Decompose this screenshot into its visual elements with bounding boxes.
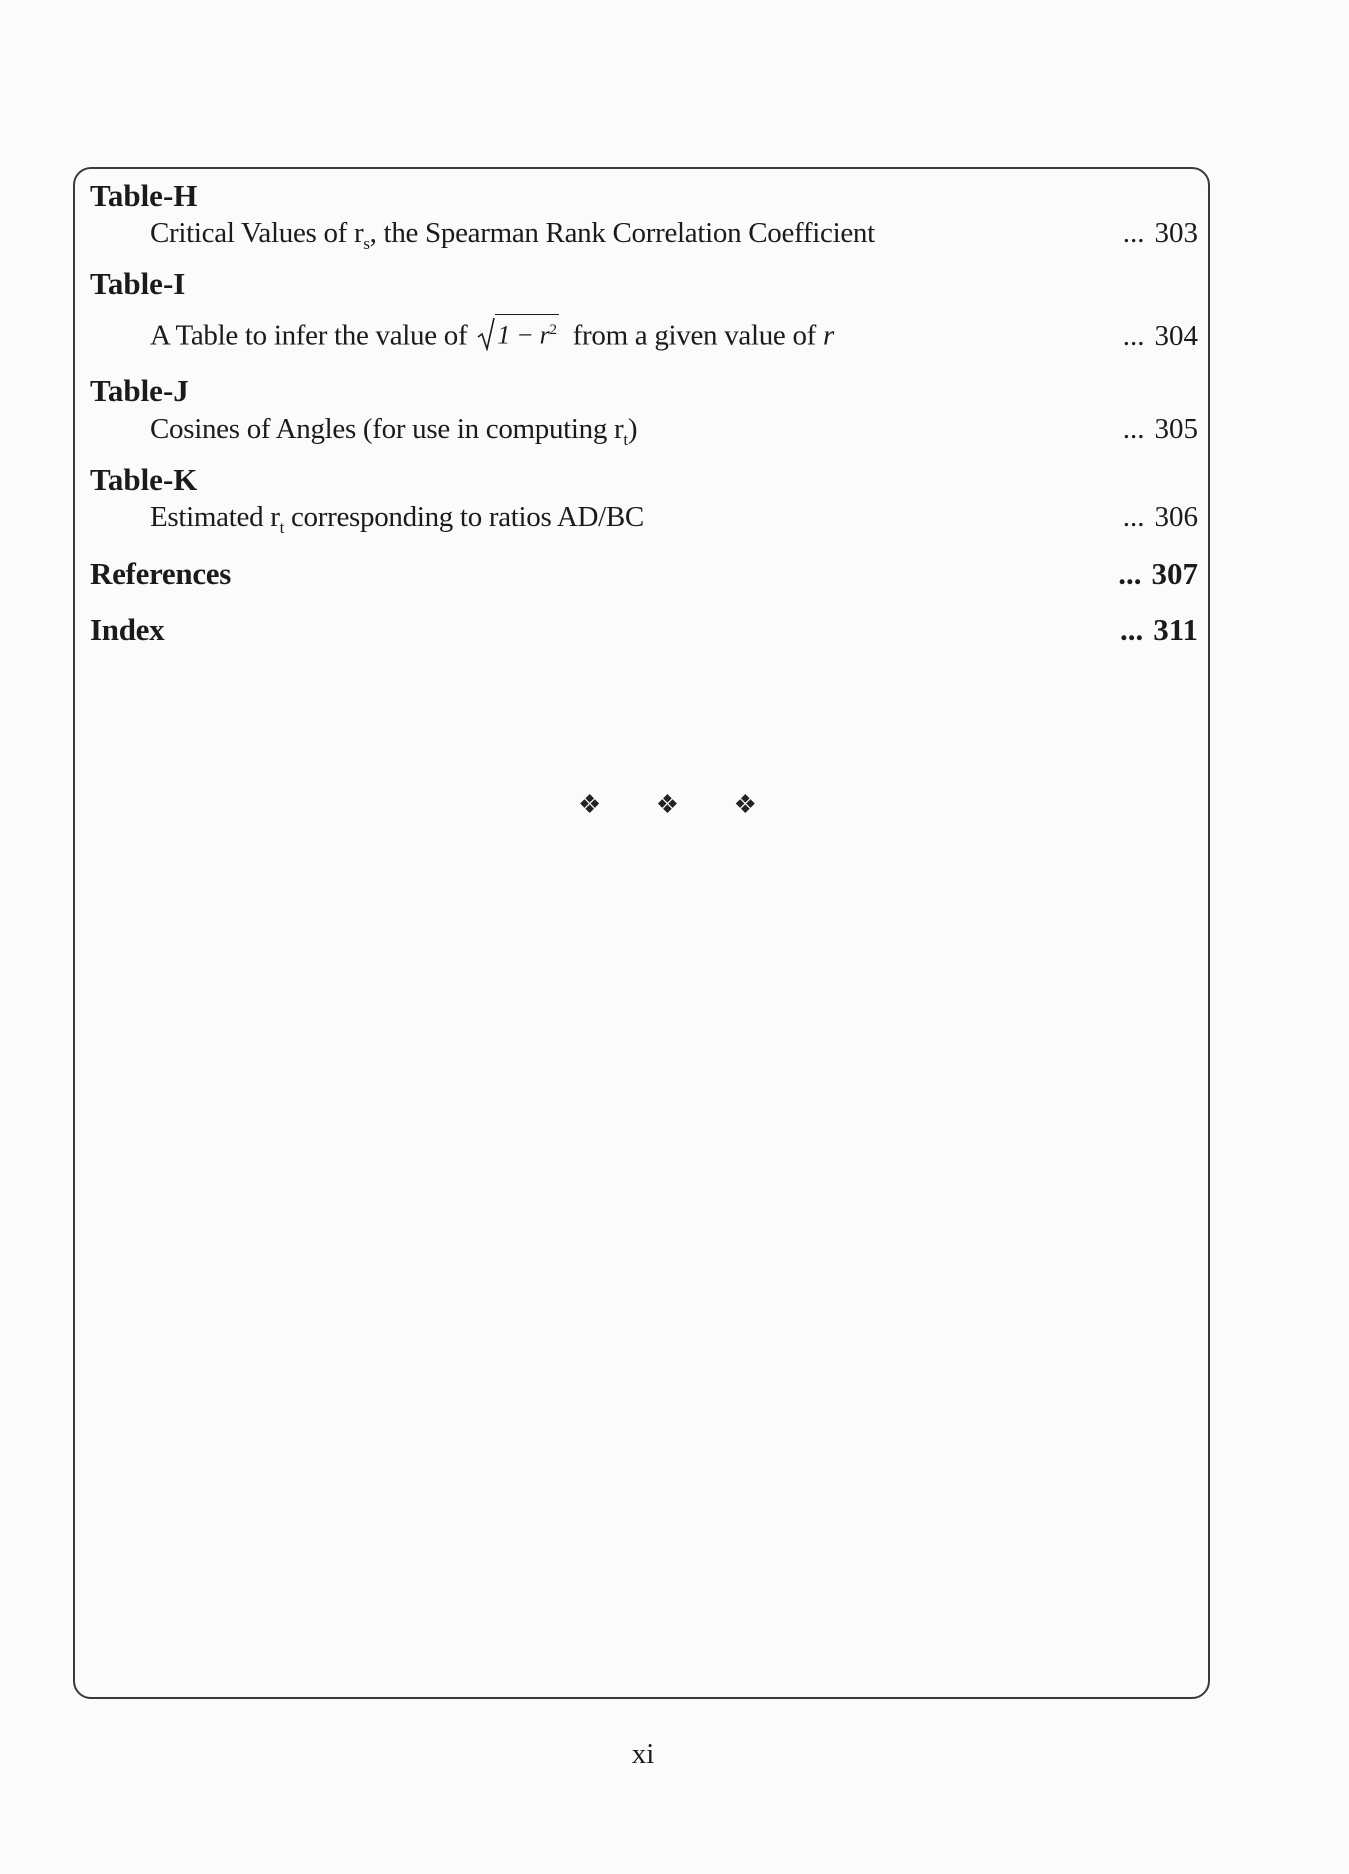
entry-heading: Table-J	[90, 373, 189, 408]
entry-title: A Table to infer the value of $1 - r^2$ from a given value of r	[150, 314, 834, 353]
toc-entry[interactable]	[150, 314, 1198, 353]
toc-entry-references[interactable]	[90, 556, 1198, 592]
page-reference: ... 305	[1122, 413, 1198, 445]
entry-title: Critical Values of $r_s$, the Spearman Rank Correlation Coefficient	[150, 217, 875, 253]
page-reference: ... 306	[1122, 501, 1198, 533]
entry-heading: Table-K	[90, 462, 198, 497]
contents-frame	[73, 167, 1210, 1699]
page-number: xi	[631, 1738, 655, 1770]
entry-title: References	[90, 556, 232, 591]
page-reference: ... 307	[1118, 556, 1198, 591]
page-reference: ... 304	[1122, 319, 1198, 352]
entry-title: Cosines of Angles (for use in computing $r_t$)	[150, 413, 638, 449]
square-root-expression: $1 - r^2$	[477, 314, 558, 351]
section-end-ornament: ❖ ❖ ❖	[578, 790, 781, 819]
entry-heading: Table-I	[90, 266, 186, 301]
entry-title: Index	[90, 612, 165, 647]
toc-entry-index[interactable]	[90, 612, 1198, 648]
page-reference: ... 303	[1122, 217, 1198, 249]
page-reference: ... 311	[1119, 612, 1198, 647]
entry-heading: Table-H	[90, 178, 198, 213]
toc-entry[interactable]	[150, 217, 1198, 254]
entry-title: Estimated $r_t$ corresponding to ratios AD/BC	[150, 501, 644, 537]
toc-entry[interactable]	[150, 501, 1198, 538]
toc-entry[interactable]	[150, 413, 1198, 450]
